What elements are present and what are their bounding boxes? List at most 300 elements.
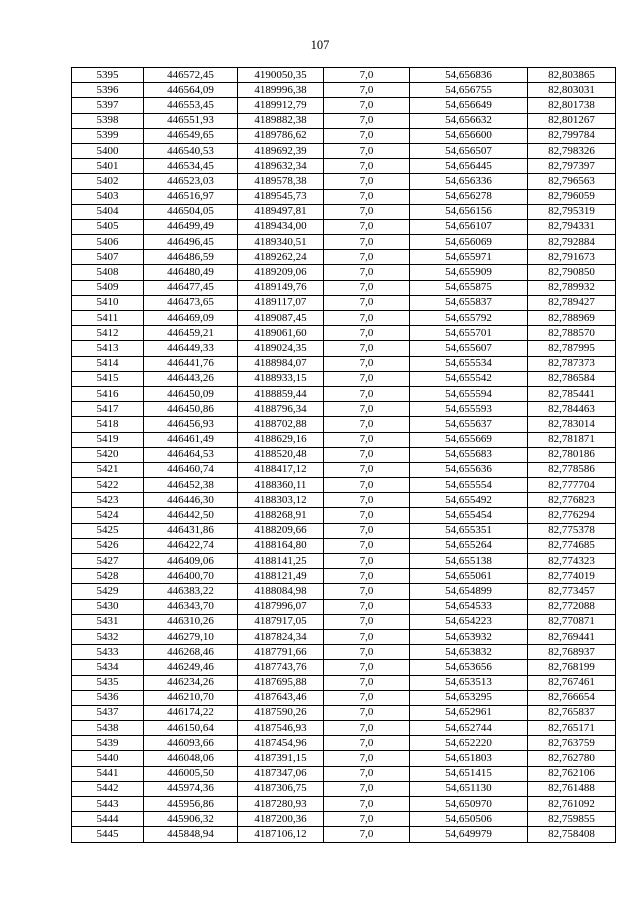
x-coordinate-cell: 446469,09 [144, 311, 238, 326]
x-coordinate-cell: 446400,70 [144, 569, 238, 584]
table-row [72, 295, 616, 310]
depth-cell: 7,0 [324, 189, 410, 204]
table-row [72, 174, 616, 189]
table-row [72, 280, 616, 295]
table-row [72, 508, 616, 523]
y-coordinate-cell: 4189340,51 [238, 235, 324, 250]
longitude-cell: 82,789932 [528, 280, 616, 295]
longitude-cell: 82,783014 [528, 417, 616, 432]
table-row [72, 98, 616, 113]
latitude-cell: 54,656156 [410, 204, 528, 219]
latitude-cell: 54,650506 [410, 812, 528, 827]
depth-cell: 7,0 [324, 584, 410, 599]
point-number-cell: 5443 [72, 797, 144, 812]
depth-cell: 7,0 [324, 143, 410, 158]
latitude-cell: 54,655264 [410, 538, 528, 553]
depth-cell: 7,0 [324, 660, 410, 675]
y-coordinate-cell: 4189497,81 [238, 204, 324, 219]
point-number-cell: 5433 [72, 645, 144, 660]
y-coordinate-cell: 4187347,06 [238, 766, 324, 781]
table-row [72, 356, 616, 371]
latitude-cell: 54,656632 [410, 113, 528, 128]
longitude-cell: 82,796563 [528, 174, 616, 189]
longitude-cell: 82,774323 [528, 554, 616, 569]
longitude-cell: 82,759855 [528, 812, 616, 827]
longitude-cell: 82,778586 [528, 462, 616, 477]
table-row [72, 250, 616, 265]
coordinates-table-body [72, 68, 616, 843]
latitude-cell: 54,655593 [410, 402, 528, 417]
y-coordinate-cell: 4187200,36 [238, 812, 324, 827]
point-number-cell: 5417 [72, 402, 144, 417]
table-row [72, 128, 616, 143]
y-coordinate-cell: 4189061,60 [238, 326, 324, 341]
longitude-cell: 82,762106 [528, 766, 616, 781]
table-row [72, 219, 616, 234]
table-row [72, 766, 616, 781]
x-coordinate-cell: 446540,53 [144, 143, 238, 158]
longitude-cell: 82,761092 [528, 797, 616, 812]
table-row [72, 386, 616, 401]
x-coordinate-cell: 446422,74 [144, 538, 238, 553]
latitude-cell: 54,651130 [410, 781, 528, 796]
depth-cell: 7,0 [324, 432, 410, 447]
longitude-cell: 82,796059 [528, 189, 616, 204]
table-row [72, 478, 616, 493]
depth-cell: 7,0 [324, 417, 410, 432]
table-row [72, 341, 616, 356]
y-coordinate-cell: 4189996,38 [238, 83, 324, 98]
x-coordinate-cell: 446279,10 [144, 629, 238, 644]
x-coordinate-cell: 446210,70 [144, 690, 238, 705]
x-coordinate-cell: 446383,22 [144, 584, 238, 599]
depth-cell: 7,0 [324, 113, 410, 128]
depth-cell: 7,0 [324, 736, 410, 751]
longitude-cell: 82,776823 [528, 493, 616, 508]
depth-cell: 7,0 [324, 675, 410, 690]
depth-cell: 7,0 [324, 341, 410, 356]
point-number-cell: 5425 [72, 523, 144, 538]
latitude-cell: 54,655971 [410, 250, 528, 265]
depth-cell: 7,0 [324, 523, 410, 538]
depth-cell: 7,0 [324, 721, 410, 736]
x-coordinate-cell: 446150,64 [144, 721, 238, 736]
table-row [72, 797, 616, 812]
depth-cell: 7,0 [324, 174, 410, 189]
longitude-cell: 82,774685 [528, 538, 616, 553]
longitude-cell: 82,787373 [528, 356, 616, 371]
latitude-cell: 54,652744 [410, 721, 528, 736]
table-row [72, 68, 616, 83]
depth-cell: 7,0 [324, 98, 410, 113]
y-coordinate-cell: 4189882,38 [238, 113, 324, 128]
latitude-cell: 54,656507 [410, 143, 528, 158]
point-number-cell: 5439 [72, 736, 144, 751]
latitude-cell: 54,656107 [410, 219, 528, 234]
x-coordinate-cell: 446523,03 [144, 174, 238, 189]
y-coordinate-cell: 4189692,39 [238, 143, 324, 158]
table-row [72, 599, 616, 614]
latitude-cell: 54,655554 [410, 478, 528, 493]
latitude-cell: 54,656836 [410, 68, 528, 83]
table-row [72, 311, 616, 326]
point-number-cell: 5435 [72, 675, 144, 690]
point-number-cell: 5395 [72, 68, 144, 83]
longitude-cell: 82,784463 [528, 402, 616, 417]
longitude-cell: 82,790850 [528, 265, 616, 280]
x-coordinate-cell: 446461,49 [144, 432, 238, 447]
x-coordinate-cell: 445956,86 [144, 797, 238, 812]
latitude-cell: 54,656755 [410, 83, 528, 98]
longitude-cell: 82,788570 [528, 326, 616, 341]
latitude-cell: 54,652220 [410, 736, 528, 751]
table-row [72, 83, 616, 98]
y-coordinate-cell: 4187824,34 [238, 629, 324, 644]
y-coordinate-cell: 4190050,35 [238, 68, 324, 83]
table-row [72, 189, 616, 204]
longitude-cell: 82,797397 [528, 159, 616, 174]
longitude-cell: 82,761488 [528, 781, 616, 796]
latitude-cell: 54,654899 [410, 584, 528, 599]
x-coordinate-cell: 445848,94 [144, 827, 238, 842]
latitude-cell: 54,655454 [410, 508, 528, 523]
point-number-cell: 5445 [72, 827, 144, 842]
latitude-cell: 54,655542 [410, 371, 528, 386]
y-coordinate-cell: 4188268,91 [238, 508, 324, 523]
table-row [72, 812, 616, 827]
y-coordinate-cell: 4189632,34 [238, 159, 324, 174]
y-coordinate-cell: 4188629,16 [238, 432, 324, 447]
depth-cell: 7,0 [324, 265, 410, 280]
depth-cell: 7,0 [324, 781, 410, 796]
longitude-cell: 82,774019 [528, 569, 616, 584]
latitude-cell: 54,655837 [410, 295, 528, 310]
depth-cell: 7,0 [324, 280, 410, 295]
depth-cell: 7,0 [324, 478, 410, 493]
point-number-cell: 5441 [72, 766, 144, 781]
x-coordinate-cell: 446449,33 [144, 341, 238, 356]
point-number-cell: 5412 [72, 326, 144, 341]
longitude-cell: 82,770871 [528, 614, 616, 629]
latitude-cell: 54,655061 [410, 569, 528, 584]
latitude-cell: 54,655607 [410, 341, 528, 356]
depth-cell: 7,0 [324, 812, 410, 827]
depth-cell: 7,0 [324, 68, 410, 83]
x-coordinate-cell: 446496,45 [144, 235, 238, 250]
y-coordinate-cell: 4188933,15 [238, 371, 324, 386]
latitude-cell: 54,655492 [410, 493, 528, 508]
depth-cell: 7,0 [324, 219, 410, 234]
point-number-cell: 5405 [72, 219, 144, 234]
point-number-cell: 5430 [72, 599, 144, 614]
x-coordinate-cell: 446477,45 [144, 280, 238, 295]
longitude-cell: 82,803031 [528, 83, 616, 98]
x-coordinate-cell: 446048,06 [144, 751, 238, 766]
longitude-cell: 82,799784 [528, 128, 616, 143]
depth-cell: 7,0 [324, 827, 410, 842]
point-number-cell: 5402 [72, 174, 144, 189]
y-coordinate-cell: 4188796,34 [238, 402, 324, 417]
point-number-cell: 5424 [72, 508, 144, 523]
table-row [72, 538, 616, 553]
x-coordinate-cell: 446499,49 [144, 219, 238, 234]
y-coordinate-cell: 4189117,07 [238, 295, 324, 310]
longitude-cell: 82,792884 [528, 235, 616, 250]
depth-cell: 7,0 [324, 128, 410, 143]
point-number-cell: 5440 [72, 751, 144, 766]
y-coordinate-cell: 4188702,88 [238, 417, 324, 432]
longitude-cell: 82,769441 [528, 629, 616, 644]
longitude-cell: 82,789427 [528, 295, 616, 310]
x-coordinate-cell: 446441,76 [144, 356, 238, 371]
depth-cell: 7,0 [324, 204, 410, 219]
point-number-cell: 5396 [72, 83, 144, 98]
x-coordinate-cell: 445906,32 [144, 812, 238, 827]
x-coordinate-cell: 446093,66 [144, 736, 238, 751]
latitude-cell: 54,655594 [410, 386, 528, 401]
point-number-cell: 5410 [72, 295, 144, 310]
longitude-cell: 82,762780 [528, 751, 616, 766]
longitude-cell: 82,777704 [528, 478, 616, 493]
longitude-cell: 82,768937 [528, 645, 616, 660]
x-coordinate-cell: 446174,22 [144, 705, 238, 720]
depth-cell: 7,0 [324, 493, 410, 508]
latitude-cell: 54,655683 [410, 447, 528, 462]
x-coordinate-cell: 446473,65 [144, 295, 238, 310]
x-coordinate-cell: 446516,97 [144, 189, 238, 204]
y-coordinate-cell: 4188164,80 [238, 538, 324, 553]
point-number-cell: 5422 [72, 478, 144, 493]
latitude-cell: 54,653513 [410, 675, 528, 690]
depth-cell: 7,0 [324, 235, 410, 250]
point-number-cell: 5409 [72, 280, 144, 295]
longitude-cell: 82,763759 [528, 736, 616, 751]
x-coordinate-cell: 446504,05 [144, 204, 238, 219]
depth-cell: 7,0 [324, 402, 410, 417]
table-row [72, 326, 616, 341]
depth-cell: 7,0 [324, 356, 410, 371]
point-number-cell: 5437 [72, 705, 144, 720]
depth-cell: 7,0 [324, 447, 410, 462]
point-number-cell: 5418 [72, 417, 144, 432]
point-number-cell: 5413 [72, 341, 144, 356]
y-coordinate-cell: 4187743,76 [238, 660, 324, 675]
point-number-cell: 5432 [72, 629, 144, 644]
latitude-cell: 54,655669 [410, 432, 528, 447]
latitude-cell: 54,651415 [410, 766, 528, 781]
point-number-cell: 5426 [72, 538, 144, 553]
table-row [72, 402, 616, 417]
y-coordinate-cell: 4187590,26 [238, 705, 324, 720]
x-coordinate-cell: 446268,46 [144, 645, 238, 660]
depth-cell: 7,0 [324, 629, 410, 644]
table-row [72, 569, 616, 584]
y-coordinate-cell: 4188984,07 [238, 356, 324, 371]
point-number-cell: 5434 [72, 660, 144, 675]
table-row [72, 462, 616, 477]
y-coordinate-cell: 4187643,46 [238, 690, 324, 705]
x-coordinate-cell: 446409,06 [144, 554, 238, 569]
table-row [72, 629, 616, 644]
x-coordinate-cell: 446343,70 [144, 599, 238, 614]
depth-cell: 7,0 [324, 250, 410, 265]
y-coordinate-cell: 4189087,45 [238, 311, 324, 326]
x-coordinate-cell: 446480,49 [144, 265, 238, 280]
table-row [72, 781, 616, 796]
x-coordinate-cell: 446464,53 [144, 447, 238, 462]
table-row [72, 675, 616, 690]
table-row [72, 751, 616, 766]
y-coordinate-cell: 4187695,88 [238, 675, 324, 690]
longitude-cell: 82,781871 [528, 432, 616, 447]
latitude-cell: 54,653932 [410, 629, 528, 644]
table-row [72, 371, 616, 386]
point-number-cell: 5411 [72, 311, 144, 326]
y-coordinate-cell: 4189545,73 [238, 189, 324, 204]
depth-cell: 7,0 [324, 599, 410, 614]
point-number-cell: 5403 [72, 189, 144, 204]
table-row [72, 554, 616, 569]
longitude-cell: 82,767461 [528, 675, 616, 690]
longitude-cell: 82,801738 [528, 98, 616, 113]
longitude-cell: 82,766654 [528, 690, 616, 705]
longitude-cell: 82,765171 [528, 721, 616, 736]
longitude-cell: 82,798326 [528, 143, 616, 158]
depth-cell: 7,0 [324, 645, 410, 660]
table-row [72, 705, 616, 720]
x-coordinate-cell: 446005,50 [144, 766, 238, 781]
latitude-cell: 54,650970 [410, 797, 528, 812]
depth-cell: 7,0 [324, 766, 410, 781]
latitude-cell: 54,655875 [410, 280, 528, 295]
y-coordinate-cell: 4188209,66 [238, 523, 324, 538]
latitude-cell: 54,655636 [410, 462, 528, 477]
point-number-cell: 5404 [72, 204, 144, 219]
point-number-cell: 5431 [72, 614, 144, 629]
depth-cell: 7,0 [324, 797, 410, 812]
table-row [72, 143, 616, 158]
y-coordinate-cell: 4189024,35 [238, 341, 324, 356]
longitude-cell: 82,785441 [528, 386, 616, 401]
x-coordinate-cell: 446460,74 [144, 462, 238, 477]
latitude-cell: 54,654223 [410, 614, 528, 629]
x-coordinate-cell: 446486,59 [144, 250, 238, 265]
y-coordinate-cell: 4188084,98 [238, 584, 324, 599]
latitude-cell: 54,655701 [410, 326, 528, 341]
depth-cell: 7,0 [324, 538, 410, 553]
point-number-cell: 5397 [72, 98, 144, 113]
y-coordinate-cell: 4189149,76 [238, 280, 324, 295]
y-coordinate-cell: 4187791,66 [238, 645, 324, 660]
y-coordinate-cell: 4187306,75 [238, 781, 324, 796]
depth-cell: 7,0 [324, 751, 410, 766]
table-row [72, 159, 616, 174]
longitude-cell: 82,780186 [528, 447, 616, 462]
depth-cell: 7,0 [324, 569, 410, 584]
longitude-cell: 82,768199 [528, 660, 616, 675]
depth-cell: 7,0 [324, 311, 410, 326]
x-coordinate-cell: 446549,65 [144, 128, 238, 143]
point-number-cell: 5428 [72, 569, 144, 584]
x-coordinate-cell: 446450,09 [144, 386, 238, 401]
x-coordinate-cell: 446450,86 [144, 402, 238, 417]
latitude-cell: 54,653832 [410, 645, 528, 660]
longitude-cell: 82,794331 [528, 219, 616, 234]
x-coordinate-cell: 446452,38 [144, 478, 238, 493]
point-number-cell: 5429 [72, 584, 144, 599]
point-number-cell: 5436 [72, 690, 144, 705]
longitude-cell: 82,801267 [528, 113, 616, 128]
latitude-cell: 54,656445 [410, 159, 528, 174]
table-row [72, 614, 616, 629]
x-coordinate-cell: 446446,30 [144, 493, 238, 508]
y-coordinate-cell: 4188360,11 [238, 478, 324, 493]
y-coordinate-cell: 4188520,48 [238, 447, 324, 462]
point-number-cell: 5414 [72, 356, 144, 371]
point-number-cell: 5421 [72, 462, 144, 477]
latitude-cell: 54,656336 [410, 174, 528, 189]
point-number-cell: 5408 [72, 265, 144, 280]
table-row [72, 493, 616, 508]
longitude-cell: 82,788969 [528, 311, 616, 326]
latitude-cell: 54,655637 [410, 417, 528, 432]
latitude-cell: 54,655138 [410, 554, 528, 569]
x-coordinate-cell: 446459,21 [144, 326, 238, 341]
point-number-cell: 5398 [72, 113, 144, 128]
table-row [72, 660, 616, 675]
point-number-cell: 5427 [72, 554, 144, 569]
table-row [72, 113, 616, 128]
point-number-cell: 5407 [72, 250, 144, 265]
longitude-cell: 82,791673 [528, 250, 616, 265]
y-coordinate-cell: 4187391,15 [238, 751, 324, 766]
point-number-cell: 5406 [72, 235, 144, 250]
longitude-cell: 82,758408 [528, 827, 616, 842]
table-row [72, 584, 616, 599]
longitude-cell: 82,772088 [528, 599, 616, 614]
longitude-cell: 82,795319 [528, 204, 616, 219]
x-coordinate-cell: 445974,36 [144, 781, 238, 796]
depth-cell: 7,0 [324, 690, 410, 705]
point-number-cell: 5420 [72, 447, 144, 462]
table-row [72, 645, 616, 660]
x-coordinate-cell: 446443,26 [144, 371, 238, 386]
latitude-cell: 54,649979 [410, 827, 528, 842]
y-coordinate-cell: 4188417,12 [238, 462, 324, 477]
y-coordinate-cell: 4187546,93 [238, 721, 324, 736]
table-row [72, 447, 616, 462]
y-coordinate-cell: 4187280,93 [238, 797, 324, 812]
point-number-cell: 5416 [72, 386, 144, 401]
y-coordinate-cell: 4188141,25 [238, 554, 324, 569]
y-coordinate-cell: 4187454,96 [238, 736, 324, 751]
table-row [72, 827, 616, 842]
table-row [72, 204, 616, 219]
x-coordinate-cell: 446456,93 [144, 417, 238, 432]
table-row [72, 432, 616, 447]
y-coordinate-cell: 4187917,05 [238, 614, 324, 629]
table-row [72, 417, 616, 432]
x-coordinate-cell: 446249,46 [144, 660, 238, 675]
depth-cell: 7,0 [324, 614, 410, 629]
x-coordinate-cell: 446553,45 [144, 98, 238, 113]
y-coordinate-cell: 4187996,07 [238, 599, 324, 614]
latitude-cell: 54,655351 [410, 523, 528, 538]
x-coordinate-cell: 446534,45 [144, 159, 238, 174]
latitude-cell: 54,654533 [410, 599, 528, 614]
table-row [72, 721, 616, 736]
x-coordinate-cell: 446431,86 [144, 523, 238, 538]
